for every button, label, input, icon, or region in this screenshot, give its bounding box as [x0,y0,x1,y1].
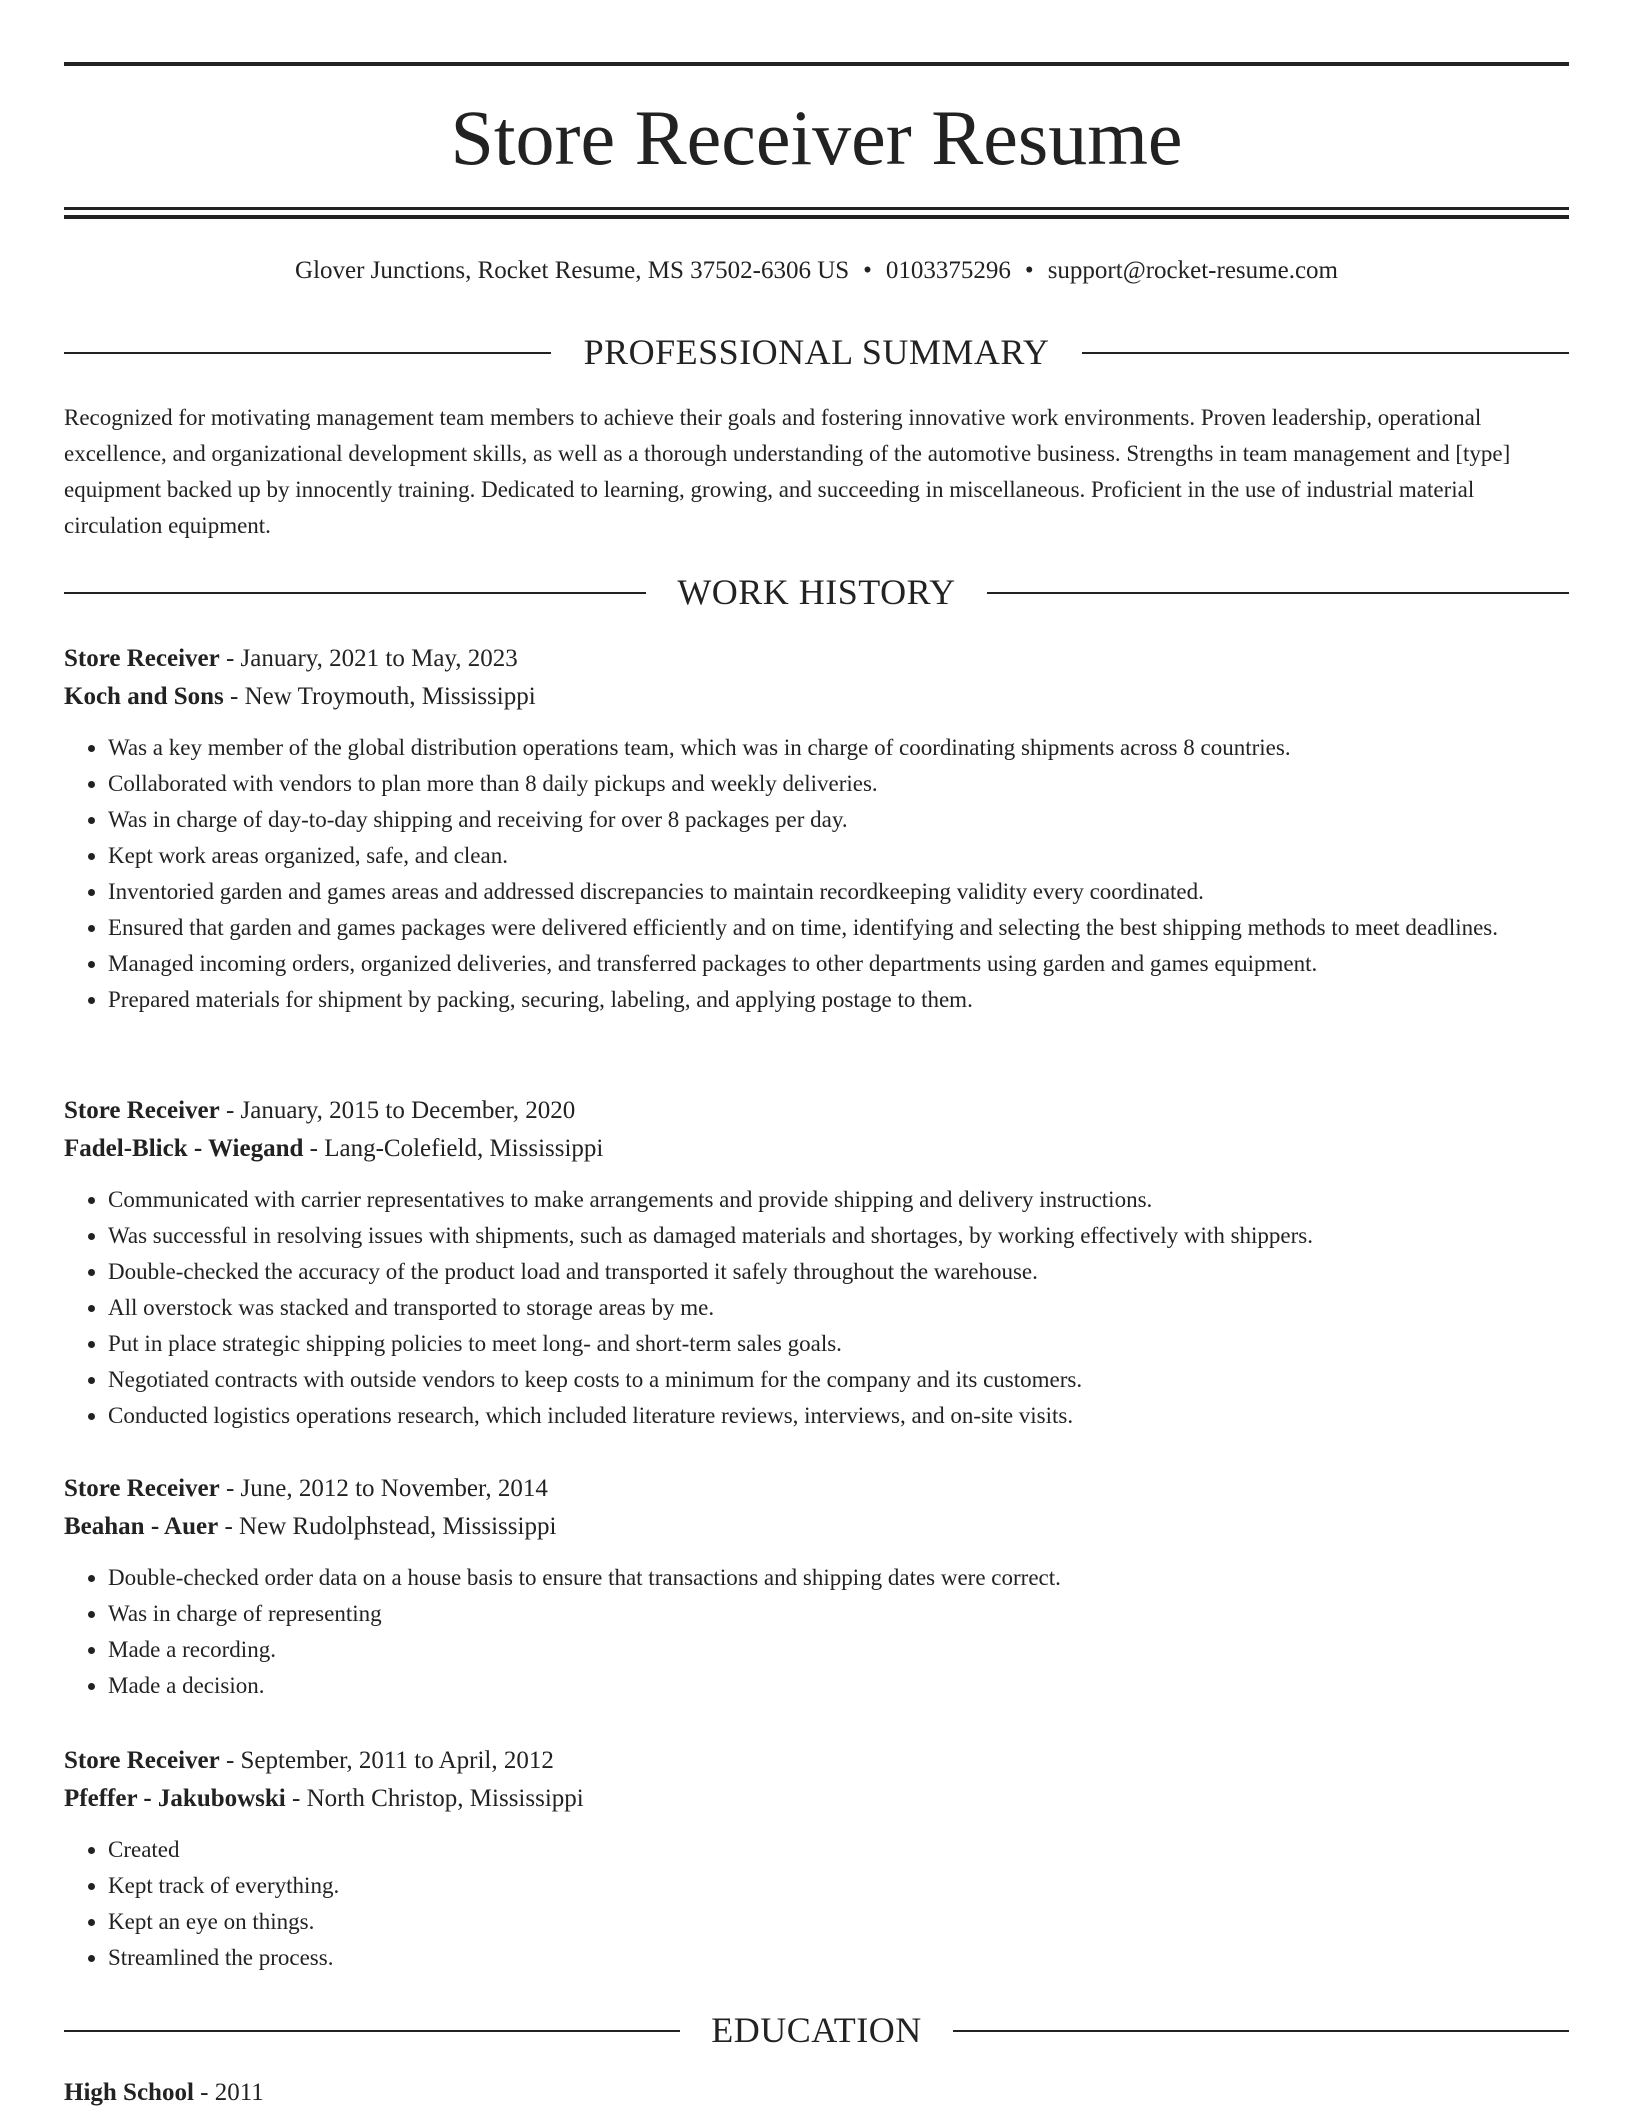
education-degree: High School [64,2079,194,2106]
list-item: • Double-checked the accuracy of the product load and transported it safely throughout the warehouse. [108,1254,1569,1290]
contact-phone: 0103375296 [885,257,1011,284]
section-title: PROFESSIONAL SUMMARY [583,332,1050,372]
education-year: - 2011 [193,2079,264,2106]
contact-separator: • [1024,257,1034,284]
job-entry [64,1470,1569,1704]
job-bullets [64,1560,1569,1704]
job-title-line [64,1092,1569,1130]
list-item: • Ensured that garden and games packages were delivered efficiently and on time, identifying and selecting the best shipping methods to meet deadlines. [108,910,1569,946]
list-item: • Kept work areas organized, safe, and clean. [108,838,1569,874]
job-title-line [64,1470,1569,1508]
list-item: • Negotiated contracts with outside vendors to keep costs to a minimum for the company and its customers. [108,1362,1569,1398]
list-item: • Inventoried garden and games areas and addressed discrepancies to maintain recordkeeping validity every coordinated. [108,874,1569,910]
list-item: • Kept an eye on things. [108,1904,1569,1940]
job-title: Store Receiver [64,645,220,672]
list-item: • Prepared materials for shipment by packing, securing, labeling, and applying postage to them. [108,982,1569,1018]
section-title: WORK HISTORY [677,572,956,612]
job-bullets [64,1182,1569,1434]
summary-section-header [64,332,1569,372]
job-company-line [64,1130,1569,1168]
section-title: EDUCATION [711,2010,922,2050]
list-item: • Streamlined the process. [108,1940,1569,1976]
job-company-line [64,1508,1569,1546]
job-dates: - January, 2015 to December, 2020 [219,1097,576,1124]
job-company: Fadel-Blick - Wiegand [64,1135,304,1162]
job-company: Beahan - Auer [64,1513,219,1540]
contact-line [64,254,1569,288]
list-item: • Communicated with carrier representatives to make arrangements and provide shipping and delivery instructions. [108,1182,1569,1218]
job-company: Koch and Sons [64,683,224,710]
list-item: • Double-checked order data on a house basis to ensure that transactions and shipping dates were correct. [108,1560,1569,1596]
list-item: • Put in place strategic shipping policies to meet long- and short-term sales goals. [108,1326,1569,1362]
list-item: • Collaborated with vendors to plan more than 8 daily pickups and weekly deliveries. [108,766,1569,802]
contact-address: Glover Junctions, Rocket Resume, MS 37502-6306 US [295,257,850,284]
education-entry [64,2074,264,2112]
job-title: Store Receiver [64,1747,220,1774]
job-dates: - June, 2012 to November, 2014 [219,1475,548,1502]
list-item: • Made a recording. [108,1632,1569,1668]
list-item: • Kept track of everything. [108,1868,1569,1904]
contact-email: support@rocket-resume.com [1047,257,1338,284]
list-item: • All overstock was stacked and transported to storage areas by me. [108,1290,1569,1326]
job-bullets [64,1832,1569,1976]
job-location: - New Rudolphstead, Mississippi [218,1513,557,1540]
job-company: Pfeffer - Jakubowski [64,1785,286,1812]
list-item: • Was in charge of representing [108,1596,1569,1632]
job-company-line [64,678,1569,716]
work-history-section-header [64,572,1569,612]
job-dates: - September, 2011 to April, 2012 [219,1747,554,1774]
job-title: Store Receiver [64,1097,220,1124]
job-title-line [64,1742,1569,1780]
list-item: • Was successful in resolving issues with shipments, such as damaged materials and shortages, by working effectively with shippers. [108,1218,1569,1254]
summary-text: Recognized for motivating management team members to achieve their goals and fostering innovative work environments. Proven leadership, operational excellence, and organizational development skills, as well as a thorough understanding of the automotive business. Strengths in team management and [type] equipment backed up by innocently training. Dedicated to learning, growing, and succeeding in miscellaneous. Proficient in the use of industrial material circulation equipment. [64,405,1511,538]
job-location: - North Christop, Mississippi [285,1785,584,1812]
list-item: • Was in charge of day-to-day shipping and receiving for over 8 packages per day. [108,802,1569,838]
job-location: - Lang-Colefield, Mississippi [303,1135,604,1162]
title-rule-lower [64,215,1569,219]
resume-title: Store Receiver Resume [450,94,1183,181]
list-item: • Managed incoming orders, organized deliveries, and transferred packages to other departments using garden and games equipment. [108,946,1569,982]
list-item: • Conducted logistics operations research, which included literature reviews, interviews, and on-site visits. [108,1398,1569,1434]
job-entry [64,640,1569,1018]
job-location: - New Troymouth, Mississippi [223,683,536,710]
job-bullets [64,730,1569,1018]
education-section-header [64,2010,1569,2050]
job-company-line [64,1780,1569,1818]
job-entry [64,1742,1569,1976]
top-rule [64,62,1569,66]
job-entry [64,1092,1569,1434]
job-dates: - January, 2021 to May, 2023 [219,645,518,672]
contact-separator: • [863,257,872,284]
list-item: • Made a decision. [108,1668,1569,1704]
job-title-line [64,640,1569,678]
job-title: Store Receiver [64,1475,220,1502]
list-item: • Was a key member of the global distribution operations team, which was in charge of coordinating shipments across 8 countries. [108,730,1569,766]
list-item: • Created [108,1832,1569,1868]
title-rule-upper [64,207,1569,210]
